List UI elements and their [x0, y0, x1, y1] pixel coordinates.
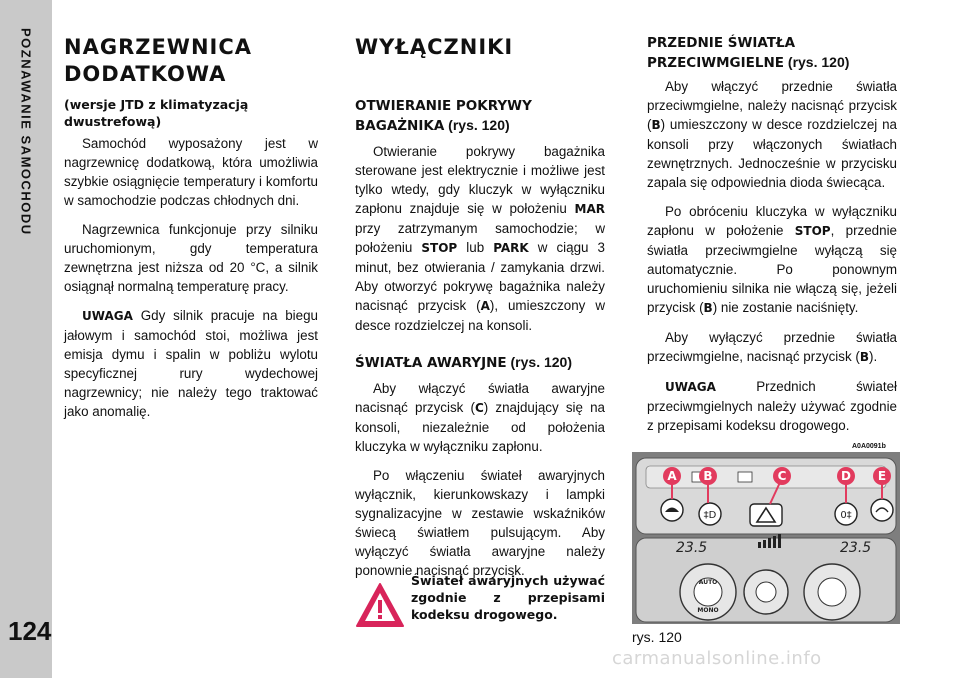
label-a: A — [667, 469, 677, 483]
trunk-heading — [355, 97, 605, 136]
section-title-vertical — [0, 28, 52, 408]
display-right: 23.5 — [840, 540, 872, 556]
watermark: carmanualsonline.info — [612, 648, 822, 669]
right-knob — [804, 564, 860, 620]
button-ref-c: C — [474, 401, 484, 415]
foglight-paragraph-1: Aby włączyć przednie światła przeciwmgielne, należy nacisnąć przycisk (B) umieszczony w desce rozdzielczej na konsoli przy włączonych światłach zewnętrznych. Jednocześnie w przycisku zapala się odpowiednia dioda świecąca. — [647, 79, 897, 190]
trunk-heading-line1: OTWIERANIE POKRYWY — [355, 98, 532, 114]
warning-triangle-icon — [355, 582, 405, 628]
heater-paragraph-1: Samochód wyposażony jest w nagrzewnicę dodatkową, która umożliwia szybkie osiągnięcie temperatury i komfortu w samochodzie podczas chłodnych dni. — [64, 136, 318, 208]
hazard-paragraph-2: Po włączeniu świateł awaryjnych wyłącznik, kierunkowskazy i lampki sygnalizacyjne w zestawie wskaźników świecą światłem pulsującym. Aby wyłączyć światła awaryjne należy ponownie nacisnąć przycisk. — [355, 468, 605, 578]
note-text: Gdy silnik pracuje na biegu jałowym i samochód stoi, możliwa jest emisja dymu i spalin w pobliżu wylotu specyficznej rury wydechowej nagrzewnicy; nie należy tego traktować jako anomalię. — [64, 308, 318, 419]
column-fog-lights — [647, 34, 897, 435]
button-a-trunk — [661, 499, 683, 521]
foglight-paragraph-2: Po obróceniu kluczyka w wyłączniku zapłonu w położenie STOP, przednie światła przeciwmgielne wyłączą się automatycznie. Po ponownym uruchomieniu silnika nie włączą się, jeżeli przycisk (B) nie zostanie naciśnięty. — [647, 204, 897, 315]
svg-text:‡D: ‡D — [703, 510, 717, 521]
switches-title: WYŁĄCZNIKI — [355, 35, 514, 59]
knob-auto-label: AUTO — [698, 579, 718, 586]
label-d: D — [841, 469, 851, 483]
label-e: E — [877, 469, 887, 483]
foglight-heading-line2: PRZECIWMGIELNE — [647, 55, 785, 71]
note-label: UWAGA — [82, 309, 133, 323]
hazard-paragraph-1: Aby włączyć światła awaryjne nacisnąć przycisk (C) znajdujący się na konsoli, niezależnie od położenia kluczyka w wyłączniku zapłonu. — [355, 381, 606, 454]
hazard-heading-ref: (rys. 120) — [506, 354, 572, 370]
hazard-heading-text: ŚWIATŁA AWARYJNE — [355, 355, 507, 371]
note-text-2: Przednich świateł przeciwmgielnych należy używać zgodnie z przepisami kodeksu drogowego. — [647, 379, 897, 433]
key-position-park: PARK — [493, 241, 529, 255]
label-c: C — [777, 469, 787, 483]
heater-subtitle: (wersje JTD z klimatyzacją dwustrefową) — [64, 97, 249, 129]
button-e-rear-defrost — [871, 499, 893, 521]
button-ref-b-3: B — [859, 350, 869, 364]
heater-paragraph-2: Nagrzewnica funkcjonuje przy silniku uruchomionym, gdy temperatura zewnętrzna jest niższa od 20 °C, a silnik osiągnął normalną temperaturę pracy. — [64, 222, 318, 294]
key-position-stop-2: STOP — [794, 224, 831, 238]
trunk-heading-line2: BAGAŻNIKA — [355, 118, 445, 134]
foglight-heading-line1: PRZEDNIE ŚWIATŁA — [647, 35, 796, 51]
knob-mono-label: MONO — [697, 607, 719, 614]
button-d-rear-foglight — [835, 503, 857, 525]
foglight-paragraph-4 — [647, 377, 897, 435]
figure-code: A0A0091b — [852, 443, 886, 450]
heater-title-line2: DODATKOWA — [64, 62, 227, 86]
button-ref-b-2: B — [703, 301, 713, 315]
foglight-heading — [647, 34, 897, 73]
column-heater — [64, 34, 318, 421]
svg-text:0‡: 0‡ — [840, 510, 852, 521]
center-knob — [744, 570, 788, 614]
button-b-foglight — [699, 503, 721, 525]
button-ref-b: B — [651, 118, 661, 132]
figure-caption: rys. 120 — [632, 629, 682, 645]
button-ref-a: A — [480, 299, 490, 313]
warning-box — [355, 572, 605, 632]
key-position-mar: MAR — [574, 202, 605, 216]
heater-title-line1: NAGRZEWNICA — [64, 35, 253, 59]
key-position-stop: STOP — [421, 241, 458, 255]
trunk-paragraph: Otwieranie pokrywy bagażnika sterowane jest elektrycznie i możliwe jest tylko wtedy, gdy kluczyk w wyłączniku zapłonu znajduje się w położeniu MAR przy zatrzymanym samochodzie; w położeniu STOP lub PARK w ciągu 3 minut, bez otwierania / zamykania drzwi. Aby otworzyć pokrywę bagażnika należy nacisnąć przycisk (A), umieszczony w desce rozdzielczej na konsoli. — [355, 144, 605, 333]
left-knob — [680, 564, 736, 620]
dashboard-console-figure — [632, 452, 900, 624]
foglight-paragraph-3: Aby wyłączyć przednie światła przeciwmgielne, nacisnąć przycisk (B). — [647, 330, 897, 364]
foglight-heading-ref: (rys. 120) — [784, 54, 850, 70]
warning-text: Świateł awaryjnych używać zgodnie z przepisami kodeksu drogowego. — [411, 573, 605, 622]
note-label-2: UWAGA — [665, 380, 716, 394]
heater-title — [64, 34, 318, 88]
label-b: B — [703, 469, 713, 483]
section-title-text: POZNAWANIE SAMOCHODU — [18, 28, 34, 236]
hazard-heading — [355, 353, 605, 373]
page-number: 124 — [8, 616, 52, 646]
display-left: 23.5 — [676, 540, 708, 556]
button-c-hazard — [750, 504, 782, 526]
trunk-heading-ref: (rys. 120) — [444, 117, 510, 133]
heater-paragraph-3 — [64, 306, 318, 421]
column-switches — [355, 34, 605, 580]
